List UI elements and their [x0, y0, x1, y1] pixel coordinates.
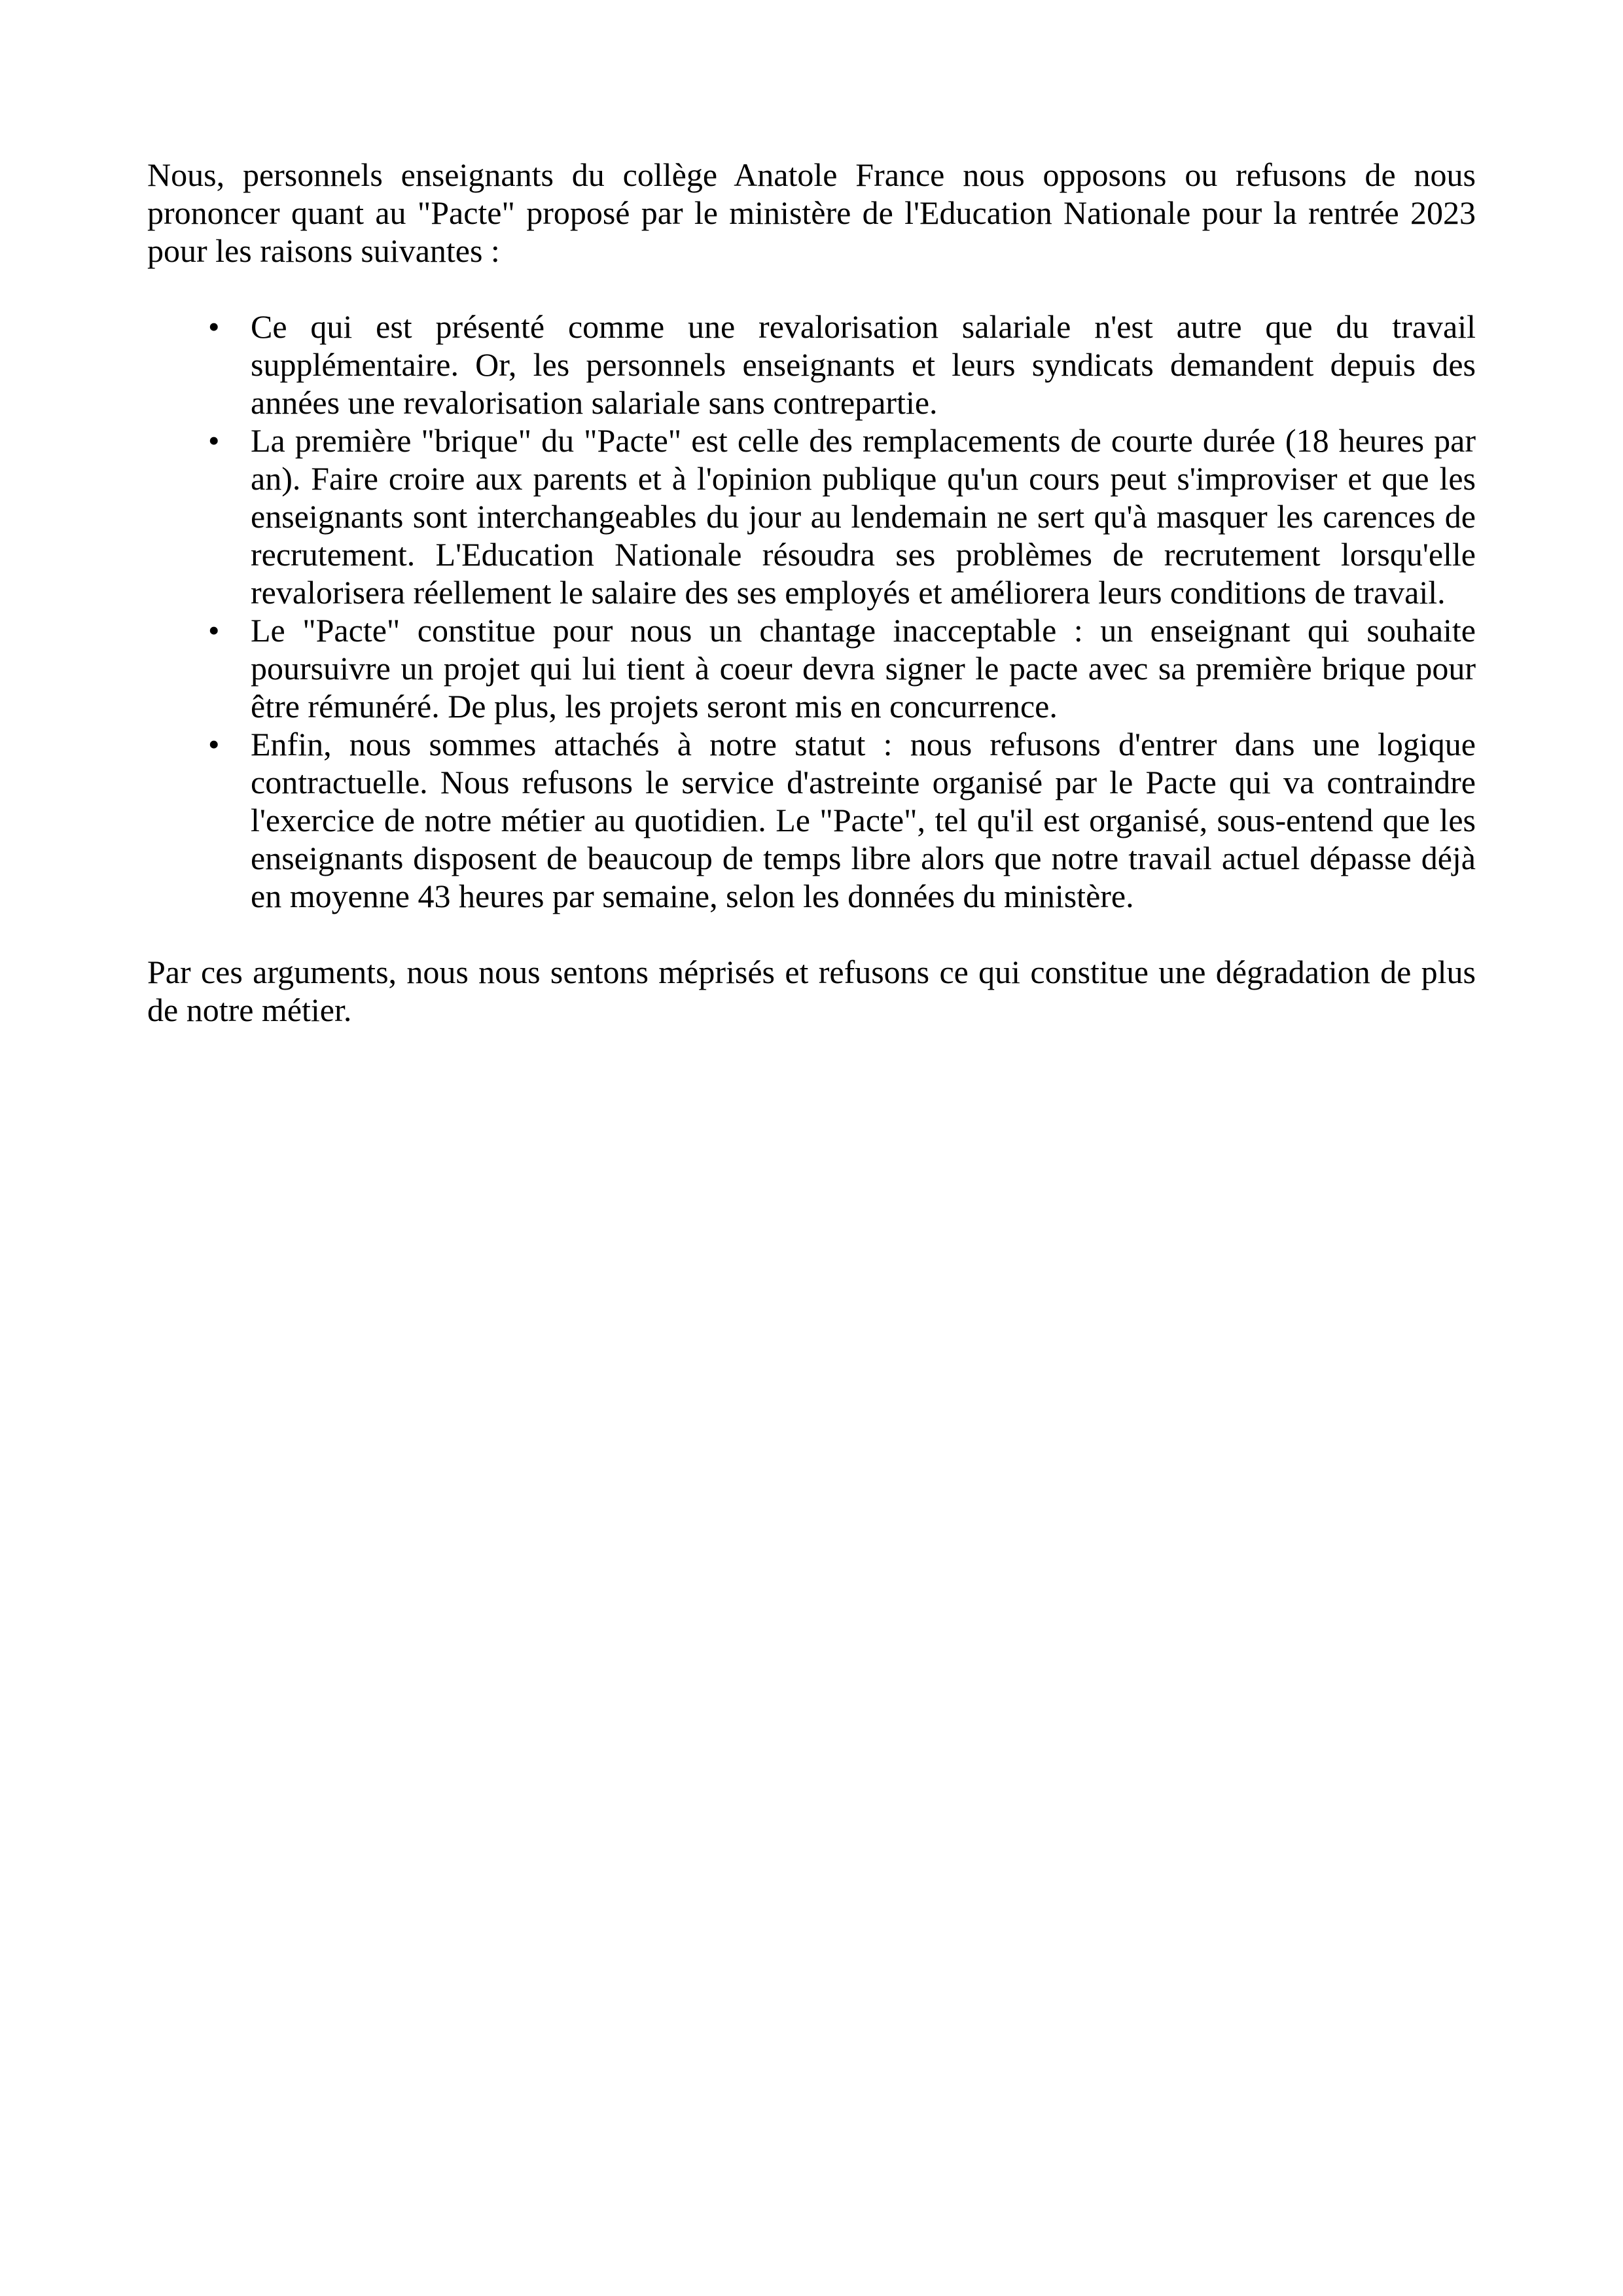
bullet-icon: •	[208, 726, 220, 762]
intro-paragraph: Nous, personnels enseignants du collège Anatole France nous opposons ou refusons de nous prononcer quant au "Pacte" proposé par le ministère de l'Education Nationale pour la rentrée 2023 pour les raisons suivantes :	[147, 156, 1476, 269]
document-content	[0, 0, 1623, 1029]
bullet-icon: •	[208, 308, 220, 345]
list-item-text: Enfin, nous sommes attachés à notre statut : nous refusons d'entrer dans une logique contractuelle. Nous refusons le service d'astreinte organisé par le Pacte qui va contraindre l'exercice de notre métier au quotidien. Le "Pacte", tel qu'il est organisé, sous-entend que les enseignants disposent de beaucoup de temps libre alors que notre travail actuel dépasse déjà en moyenne 43 heures par semaine, selon les données du ministère.	[251, 726, 1476, 914]
list-item	[147, 422, 1476, 611]
bullet-list	[147, 308, 1476, 915]
list-item-text: Ce qui est présenté comme une revalorisation salariale n'est autre que du travail supplémentaire. Or, les personnels enseignants et leurs syndicats demandent depuis des années une revalorisation salariale sans contrepartie.	[251, 308, 1476, 421]
closing-paragraph: Par ces arguments, nous nous sentons méprisés et refusons ce qui constitue une dégradation de plus de notre métier.	[147, 954, 1476, 1028]
list-item-text: Le "Pacte" constitue pour nous un chantage inacceptable : un enseignant qui souhaite poursuivre un projet qui lui tient à coeur devra signer le pacte avec sa première brique pour être rémunéré. De plus, les projets seront mis en concurrence.	[251, 612, 1476, 725]
bullet-icon: •	[208, 422, 220, 459]
list-item-text: La première "brique" du "Pacte" est celle des remplacements de courte durée (18 heures par an). Faire croire aux parents et à l'opinion publique qu'un cours peut s'improviser et que les enseignants sont interchangeables du jour au lendemain ne sert qu'à masquer les carences de recrutement. L'Education Nationale résoudra ses problèmes de recrutement lorsqu'elle revalorisera réellement le salaire des ses employés et améliorera leurs conditions de travail.	[251, 422, 1476, 611]
list-item	[147, 725, 1476, 915]
list-item	[147, 611, 1476, 725]
bullet-icon: •	[208, 612, 220, 649]
list-item	[147, 308, 1476, 422]
